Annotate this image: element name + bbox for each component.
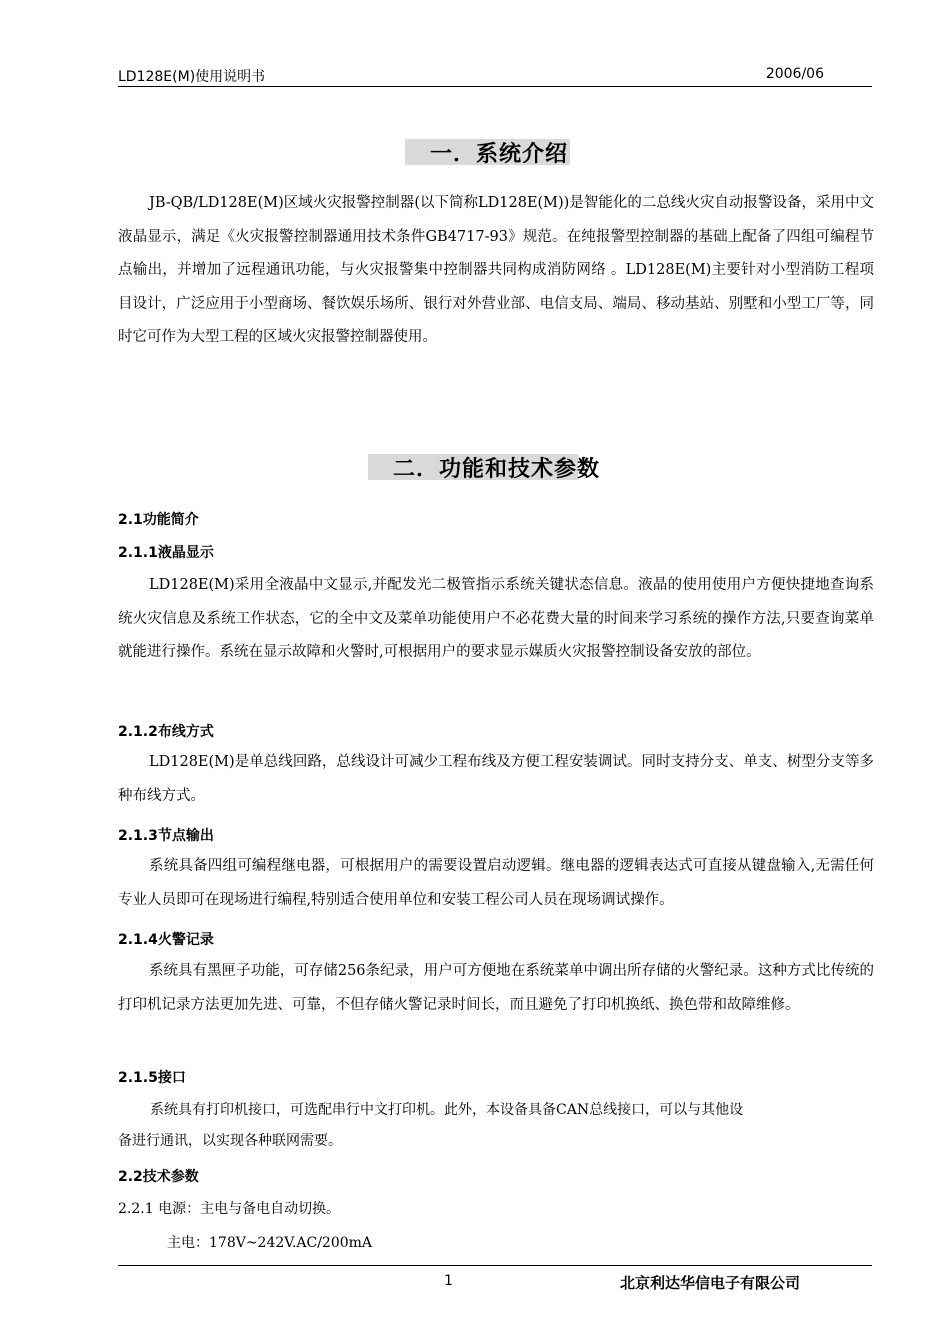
- doc-date: 2006/06: [765, 66, 824, 82]
- page-header: [118, 64, 872, 86]
- interface-line-1: 系统具有打印机接口，可选配串行中文打印机。此外，本设备具备CAN总线接口，可以与其他设: [150, 1102, 744, 1118]
- page-number: 1: [444, 1273, 453, 1289]
- header-rule: [118, 86, 872, 87]
- main-power-line: 主电：178V~242V.AC/200mA: [167, 1235, 373, 1251]
- doc-title: LD128E(M)使用说明书: [118, 69, 266, 85]
- subsection-2-1-2-heading: 2.1.2布线方式: [118, 724, 214, 740]
- record-paragraph: 系统具有黑匣子功能，可存储256条纪录，用户可方便地在系统菜单中调出所存储的火警纪录。这种方式比传统的打印机记录方法更加先进、可靠，不但存储火警记录时间长，而且避免了打印机换纸、换色带和故障维修。: [118, 963, 874, 1013]
- power-line: 2.2.1 电源：主电与备电自动切换。: [118, 1201, 341, 1217]
- subsection-2-1-heading: 2.1功能简介: [118, 512, 199, 528]
- interface-line-2: 备进行通讯，以实现各种联网需要。: [118, 1133, 342, 1149]
- subsection-2-1-4-heading: 2.1.4火警记录: [118, 932, 214, 948]
- section-1-heading: [430, 137, 568, 168]
- section-1-paragraph: JB-QB/LD128E(M)区域火灾报警控制器(以下简称LD128E(M))是智能化的二总线火灾自动报警设备，采用中文液晶显示，满足《火灾报警控制器通用技术条件GB4717-93》规范。在纯报警型控制器的基础上配备了四组可编程节点输出，并增加了远程通讯功能，与火灾报警集中控制器共同构成消防网络 。LD128E(M)主要针对小型消防工程项目设计，广泛应用于小型商场、餐饮娱乐场所、银行对外营业部、电信支局、端局、移动基站、别墅和小型工厂等，同时它可作为大型工程的区域火灾报警控制器使用。: [118, 195, 874, 345]
- subsection-2-1-5-heading: 2.1.5接口: [118, 1070, 186, 1086]
- lcd-paragraph: LD128E(M)采用全液晶中文显示,并配发光二极管指示系统关键状态信息。液晶的使用使用户方便快捷地查询系统火灾信息及系统工作状态，它的全中文及菜单功能使用户不必花费大量的时间来学习系统的操作方法,只要查询菜单就能进行操作。系统在显示故障和火警时,可根据用户的要求显示媒质火灾报警控制设备安放的部位。: [118, 577, 874, 660]
- company-name: 北京利达华信电子有限公司: [620, 1274, 801, 1292]
- relay-paragraph: 系统具备四组可编程继电器，可根据用户的需要设置启动逻辑。继电器的逻辑表达式可直接从键盘输入,无需任何专业人员即可在现场进行编程,特别适合使用单位和安装工程公司人员在现场调试操作。: [118, 858, 874, 908]
- section-2-title: 二．功能和技术参数: [393, 457, 601, 482]
- subsection-2-2-heading: 2.2技术参数: [118, 1169, 199, 1185]
- section-1-title: 一．系统介绍: [430, 142, 569, 167]
- wiring-paragraph: LD128E(M)是单总线回路，总线设计可减少工程布线及方便工程安装调试。同时支持分支、单支、树型分支等多种布线方式。: [118, 754, 874, 804]
- section-2-heading: [393, 452, 600, 483]
- subsection-2-1-3-heading: 2.1.3节点输出: [118, 828, 214, 844]
- footer-rule: [118, 1265, 872, 1266]
- subsection-2-1-1-heading: 2.1.1液晶显示: [118, 545, 214, 561]
